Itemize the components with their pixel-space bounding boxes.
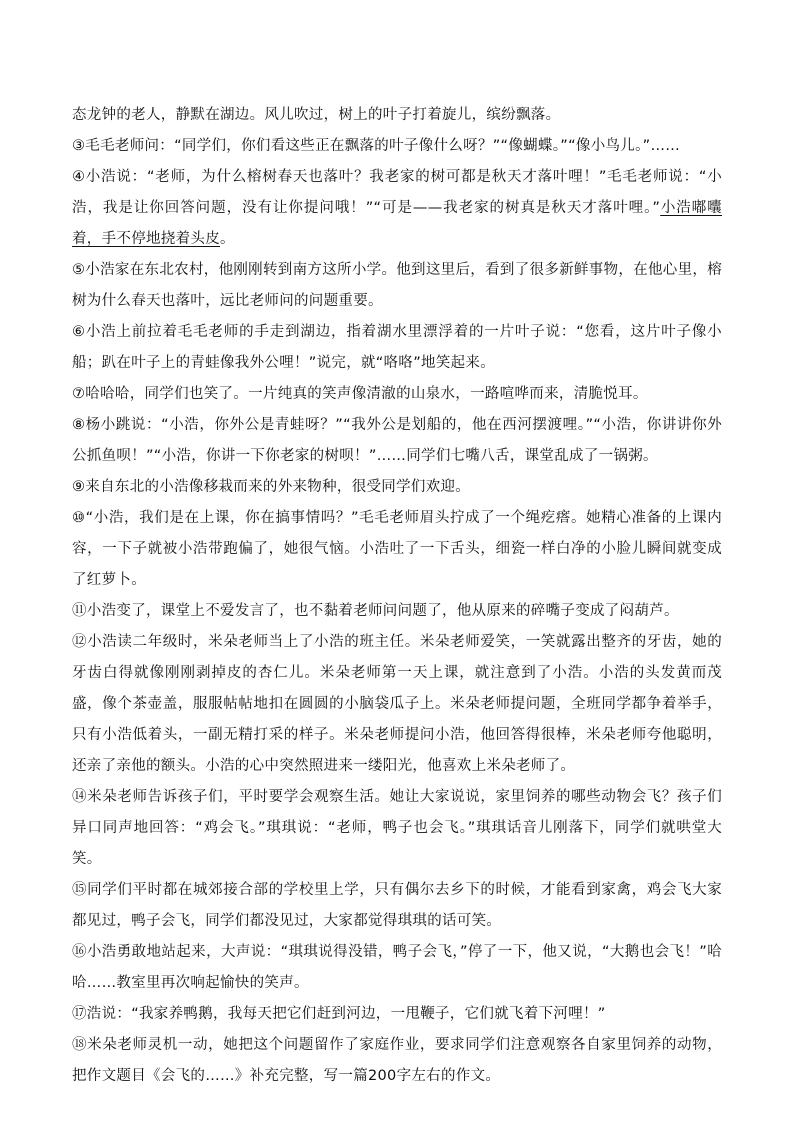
paragraph-5: ⑤小浩家在东北农村，他刚刚转到南方这所小学。他到这里后，看到了很多新鲜事物，在他心里，榕树为什么春天也落叶，远比老师问的问题重要。: [72, 262, 722, 309]
paragraph-12: ⑫小浩读二年级时，米朵老师当上了小浩的班主任。米朵老师爱笑，一笑就露出整齐的牙齿，她的牙齿白得就像刚刚剥掉皮的杏仁儿。米朵老师第一天上课，就注意到了小浩。小浩的头发黄而茂盛，像个茶壶盖，服服帖帖地扣在圆圆的小脑袋瓜子上。米朵老师提问题，全班同学都争着举手，只有小浩低着头，一副无精打采的样子。米朵老师提问小浩，他回答得很棒，米朵老师夸他聪明，还亲了亲他的额头。小浩的心中突然照进来一缕阳光，他喜欢上米朵老师了。: [72, 634, 722, 774]
paragraph-7: ⑦哈哈哈，同学们也笑了。一片纯真的笑声像清澈的山泉水，一路喧哗而来，清脆悦耳。: [72, 386, 648, 402]
paragraph-6: ⑥小浩上前拉着毛毛老师的手走到湖边，指着湖水里漂浮着的一片叶子说：“您看，这片叶子像小船；趴在叶子上的青蛙像我外公哩！”说完，就“咯咯”地笑起来。: [72, 324, 722, 371]
paragraph-4-text: ④小浩说：“老师，为什么榕树春天也落叶？我老家的树可都是秋天才落叶哩！”毛毛老师说：“小浩，我是让你回答问题，没有让你提问哦！”“可是——我老家的树真是秋天才落叶哩。”: [72, 169, 722, 216]
paragraph-14: ⑭米朵老师告诉孩子们，平时要学会观察生活。她让大家说说，家里饲养的哪些动物会飞？孩子们异口同声地回答：“鸡会飞。”琪琪说：“老师，鸭子也会飞。”琪琪话音儿刚落下，同学们就哄堂大笑。: [72, 789, 722, 867]
underlined-sentence: 小浩嘟囔着，手不停地挠着头皮: [72, 200, 722, 247]
paragraph-16: ⑯小浩勇敢地站起来，大声说：“琪琪说得没错，鸭子会飞，”停了一下，他又说，“大鹅也会飞！”哈哈……教室里再次响起愉快的笑声。: [72, 944, 722, 991]
paragraph-10: ⑩“小浩，我们是在上课，你在搞事情吗？”毛毛老师眉头拧成了一个绳疙瘩。她精心准备的上课内容，一下子就被小浩带跑偏了，她很气恼。小浩吐了一下舌头，细瓷一样白净的小脸儿瞬间就变成了红萝卜。: [72, 510, 722, 588]
paragraph-17: ⑰浩说：“我家养鸭鹅，我每天把它们赶到河边，一甩鞭子，它们就飞着下河哩！”: [72, 1006, 606, 1022]
paragraph-18: ⑱米朵老师灵机一动，她把这个问题留作了家庭作业，要求同学们注意观察各自家里饲养的动物，把作文题目《会飞的……》补充完整，写一篇200字左右的作文。: [72, 1037, 722, 1084]
paragraph-15: ⑮同学们平时都在城郊接合部的学校里上学，只有偶尔去乡下的时候，才能看到家禽，鸡会飞大家都见过，鸭子会飞，同学们都没见过，大家都觉得琪琪的话可笑。: [72, 882, 722, 929]
paragraph-3: ③毛毛老师问：“同学们，你们看这些正在飘落的叶子像什么呀？”“像蝴蝶。”“像小鸟儿。”……: [72, 138, 681, 154]
paragraph-4-end: 。: [220, 231, 235, 247]
paragraph-4: [72, 162, 722, 255]
paragraph-8: ⑧杨小跳说：“小浩，你外公是青蛙呀？”“我外公是划船的，他在西河摆渡哩。”“小浩，你讲讲你外公抓鱼呗！”“小浩，你讲一下你老家的树呗！”……同学们七嘴八舌，课堂乱成了一锅粥。: [72, 417, 722, 464]
paragraph-11: ⑪小浩变了，课堂上不爱发言了，也不黏着老师问问题了，他从原来的碎嘴子变成了闷葫芦。: [72, 603, 679, 619]
article-body: [72, 100, 722, 1092]
paragraph-intro: 态龙钟的老人，静默在湖边。风儿吹过，树上的叶子打着旋儿，缤纷飘落。: [72, 107, 561, 123]
paragraph-9: ⑨来自东北的小浩像移栽而来的外来物种，很受同学们欢迎。: [72, 479, 471, 495]
